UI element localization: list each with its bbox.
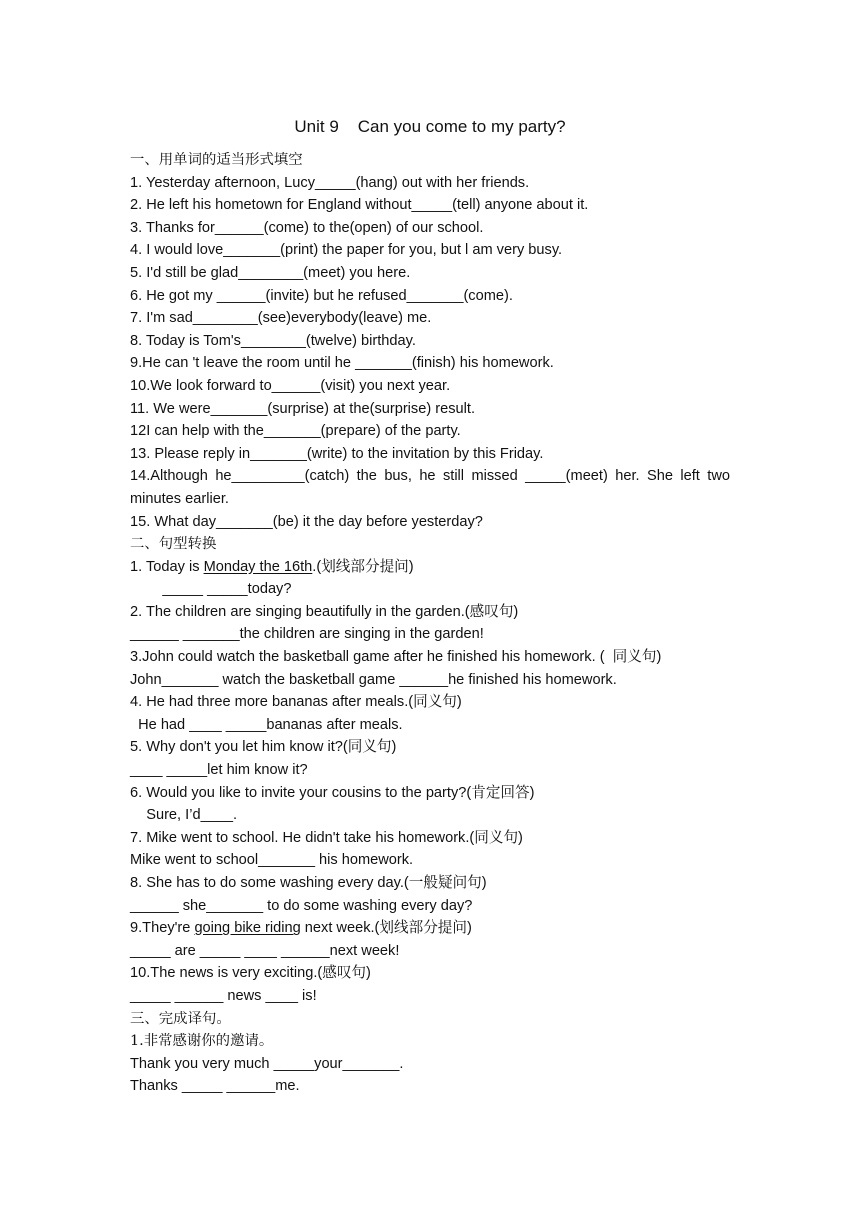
question-3: 3.John could watch the basketball game after he finished his homework. ( 同义句) xyxy=(130,649,662,666)
page-title: Unit 9 Can you come to my party? xyxy=(294,117,566,136)
exercise-item: 12I can help with the_______(prepare) of the party. xyxy=(130,423,461,440)
question-2: 2. The children are singing beautifully in the garden.(感叹句) xyxy=(130,603,519,620)
answer-line: _____ ______ news ____ is! xyxy=(130,987,317,1004)
answer-line: John_______ watch the basketball game ______he finished his homework. xyxy=(130,671,617,688)
exercise-item: 10.We look forward to______(visit) you next year. xyxy=(130,377,451,394)
question-10: 10.The news is very exciting.(感叹句) xyxy=(130,965,371,982)
underlined-phrase: going bike riding xyxy=(194,920,301,937)
section-heading-fill-in: 一、用单词的适当形式填空 xyxy=(130,152,303,168)
exercise-item: 11. We were_______(surprise) at the(surprise) result. xyxy=(130,400,475,417)
exercise-item: 2. He left his hometown for England without_____(tell) anyone about it. xyxy=(130,197,589,214)
question-7: 7. Mike went to school. He didn't take his homework.(同义句) xyxy=(130,829,523,846)
question-text: 9.They're xyxy=(130,920,195,937)
question-8: 8. She has to do some washing every day.(一般疑问句) xyxy=(130,875,487,891)
answer-line: _____ are _____ ____ ______next week! xyxy=(130,942,400,959)
exercise-item: 7. I'm sad________(see)everybody(leave) me. xyxy=(130,310,432,327)
exercise-item: 15. What day_______(be) it the day before yesterday? xyxy=(130,513,483,530)
question-9 xyxy=(130,917,730,940)
answer-line: Mike went to school_______ his homework. xyxy=(130,852,414,869)
exercise-item: 5. I'd still be glad________(meet) you here. xyxy=(130,264,411,281)
answer-line: _____ _____today? xyxy=(130,581,292,598)
exercise-item: 14.Although he_________(catch) the bus, he still missed _____(meet) her. She left two minutes earlier. xyxy=(130,468,730,507)
exercise-item: 4. I would love_______(print) the paper for you, but l am very busy. xyxy=(130,242,563,259)
exercise-item: 8. Today is Tom's________(twelve) birthday. xyxy=(130,332,416,349)
question-text: 1. Today is xyxy=(130,558,204,575)
question-5: 5. Why don't you let him know it?(同义句) xyxy=(130,739,397,756)
section-heading-translation: 三、完成译句。 xyxy=(130,1010,231,1027)
underlined-phrase: Monday the 16th xyxy=(203,558,313,575)
answer-line: ______ she_______ to do some washing every day? xyxy=(130,897,473,914)
exercise-item: 3. Thanks for______(come) to the(open) of our school. xyxy=(130,219,484,236)
answer-line: Thanks _____ ______me. xyxy=(130,1078,300,1095)
question-6: 6. Would you like to invite your cousins to the party?(肯定回答) xyxy=(130,784,535,801)
question-4: 4. He had three more bananas after meals.(同义句) xyxy=(130,694,462,711)
question-1 xyxy=(130,556,730,579)
section-heading-sentence-transform: 二、句型转换 xyxy=(130,536,217,553)
answer-line: Thank you very much _____your_______. xyxy=(130,1055,404,1072)
answer-line: Sure, I’d____. xyxy=(130,807,238,824)
worksheet-content xyxy=(130,149,730,1098)
answer-line: ______ _______the children are singing in the garden! xyxy=(130,626,484,643)
answer-line: ____ _____let him know it? xyxy=(130,762,308,779)
exercise-item: 13. Please reply in_______(write) to the invitation by this Friday. xyxy=(130,445,544,462)
question-instruction: .(划线部分提问) xyxy=(312,558,414,575)
exercise-item: 6. He got my ______(invite) but he refused_______(come). xyxy=(130,287,513,304)
answer-line: He had ____ _____bananas after meals. xyxy=(130,716,403,733)
exercise-item: 9.He can 't leave the room until he _______(finish) his homework. xyxy=(130,355,554,372)
question-instruction: next week.(划线部分提问) xyxy=(300,920,472,937)
exercise-item: 1. Yesterday afternoon, Lucy_____(hang) out with her friends. xyxy=(130,174,530,191)
translation-question: 1.非常感谢你的邀请。 xyxy=(130,1033,274,1050)
